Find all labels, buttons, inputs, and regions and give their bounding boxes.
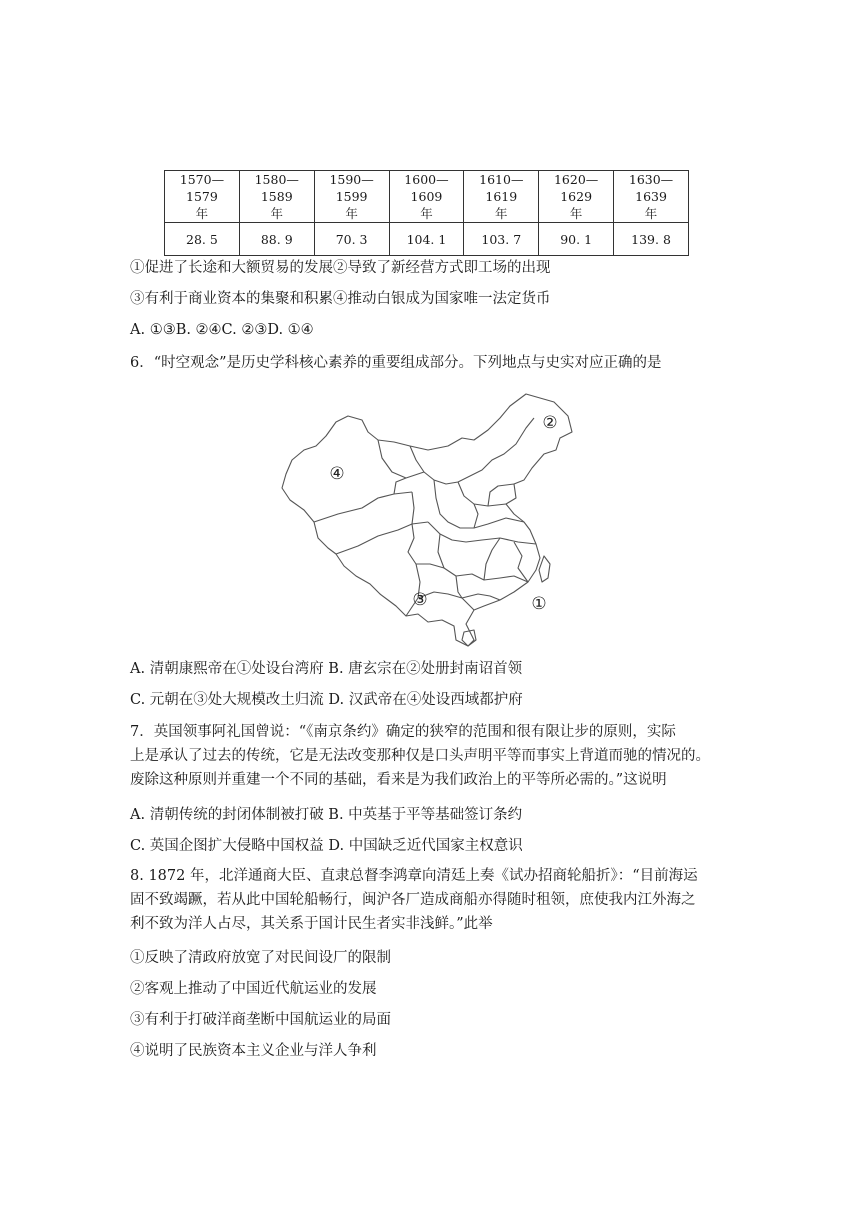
- q8-statement-4: ④说明了民族资本主义企业与洋人争利: [130, 1043, 377, 1059]
- silver-data-table: [164, 170, 689, 256]
- map-marker-3: ③: [412, 590, 428, 610]
- table-cell: 88. 9: [239, 223, 314, 256]
- q7-stem-line: 废除这种原则并重建一个不同的基础，看来是为我们政治上的平等所必需的。”这说明: [130, 772, 667, 788]
- table-cell: 28. 5: [165, 223, 240, 256]
- table-header-row: [165, 171, 689, 223]
- q8-statement-1: ①反映了清政府放宽了对民间设厂的限制: [130, 950, 391, 966]
- map-boundary: [488, 484, 514, 506]
- table-header-cell: 1570—1579 年: [165, 171, 240, 223]
- map-boundary: [434, 480, 524, 528]
- table-header-cell: 1600—1609 年: [389, 171, 464, 223]
- table-cell: 139. 8: [614, 223, 689, 256]
- map-boundary: [474, 504, 478, 528]
- map-marker-1: ①: [531, 594, 547, 614]
- q7-stem-line: 7．英国领事阿礼国曾说：“《南京条约》确定的狭窄的范围和很有限让步的原则，实际: [130, 724, 676, 740]
- q8-stem: [130, 864, 770, 936]
- map-boundary: [514, 542, 528, 582]
- china-map: [278, 388, 578, 650]
- table-value-row: [165, 223, 689, 256]
- table-cell: 70. 3: [314, 223, 389, 256]
- map-boundary: [378, 440, 424, 478]
- map-marker-4: ④: [329, 464, 345, 484]
- map-boundary: [394, 478, 406, 494]
- q6-stem: 6．“时空观念”是历史学科核心素养的重要组成部分。下列地点与史实对应正确的是: [130, 355, 662, 371]
- q8-stem-line: 8. 1872 年，北洋通商大臣、直隶总督李鸿章向清廷上奏《试办招商轮船折》：“目前海运: [130, 868, 698, 884]
- table-header-cell: 1580—1589 年: [239, 171, 314, 223]
- map-boundary: [314, 492, 412, 522]
- table-cell: 104. 1: [389, 223, 464, 256]
- q6-options-ab: A. 清朝康熙帝在①处设台湾府 B. 唐玄宗在②处册封南诏首领: [130, 661, 523, 677]
- q8-stem-line: 利不致为洋人占尽，其关系于国计民生者实非浅鲜。”此举: [130, 916, 493, 932]
- table-header-cell: 1590—1599 年: [314, 171, 389, 223]
- map-boundary: [410, 418, 534, 484]
- q5-options: A. ①③B. ②④C. ②③D. ①④: [130, 322, 314, 338]
- q8-stem-line: 固不致竭蹶，若从此中国轮船畅行，闽沪各厂造成商船亦得随时租领，庶使我内江外海之: [130, 892, 696, 908]
- table-cell: 103. 7: [464, 223, 539, 256]
- map-boundary: [416, 564, 444, 568]
- map-boundary: [456, 576, 500, 600]
- q8-statement-2: ②客观上推动了中国近代航运业的发展: [130, 981, 377, 997]
- table-header-cell: 1620—1629 年: [539, 171, 614, 223]
- map-boundary: [484, 538, 500, 580]
- q7-stem: [130, 720, 770, 792]
- map-marker-2: ②: [542, 413, 558, 433]
- q7-stem-line: 上是承认了过去的传统，它是无法改变那种仅是口头声明平等而事实上背道而驰的情况的。: [130, 748, 710, 764]
- q5-statements-1-2: ①促进了长途和大额贸易的发展②导致了新经营方式即工场的出现: [130, 260, 551, 276]
- q5-statements-3-4: ③有利于商业资本的集聚和积累④推动白银成为国家唯一法定货币: [130, 291, 551, 307]
- table-header-cell: 1630—1639 年: [614, 171, 689, 223]
- q7-options-cd: C. 英国企图扩大侵略中国权益 D. 中国缺乏近代国家主权意识: [130, 838, 523, 854]
- table-header-cell: 1610—1619 年: [464, 171, 539, 223]
- q8-statement-3: ③有利于打破洋商垄断中国航运业的局面: [130, 1012, 391, 1028]
- q6-options-cd: C. 元朝在③处大规模改土归流 D. 汉武帝在④处设西域都护府: [130, 692, 523, 708]
- q7-options-ab: A. 清朝传统的封闭体制被打破 B. 中英基于平等基础签订条约: [130, 807, 523, 823]
- map-taiwan: [539, 556, 550, 582]
- table-cell: 90. 1: [539, 223, 614, 256]
